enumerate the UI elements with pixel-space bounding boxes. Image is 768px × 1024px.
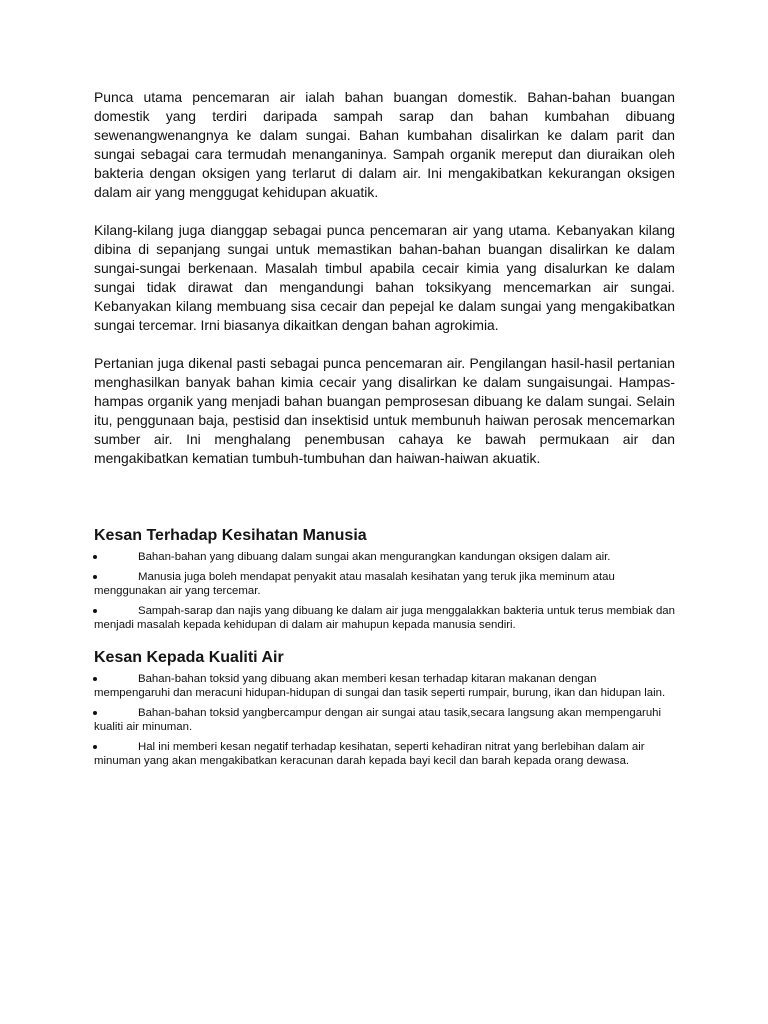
list-item-text: Manusia juga boleh mendapat penyakit atau masalah kesihatan yang teruk jika meminum atau menggunakan air yang tercemar. bbox=[94, 570, 615, 597]
bullet-icon bbox=[93, 575, 97, 579]
list-item bbox=[94, 550, 675, 565]
health-effects-list bbox=[94, 550, 675, 633]
list-item-text: Bahan-bahan toksid yangbercampur dengan air sungai atau tasik,secara langsung akan mempengaruhi kualiti air minuman. bbox=[94, 706, 662, 733]
bullet-icon bbox=[93, 555, 97, 559]
paragraph-spacer bbox=[94, 335, 675, 354]
water-quality-effects-list bbox=[94, 672, 675, 769]
bullet-icon bbox=[93, 677, 97, 681]
list-item bbox=[94, 672, 675, 701]
bullet-icon bbox=[93, 609, 97, 613]
list-item-text: Bahan-bahan yang dibuang dalam sungai akan mengurangkan kandungan oksigen dalam air. bbox=[138, 551, 611, 563]
list-item bbox=[94, 604, 675, 633]
list-item bbox=[94, 570, 675, 599]
document-page bbox=[94, 88, 675, 774]
list-item bbox=[94, 706, 675, 735]
list-item bbox=[94, 740, 675, 769]
list-item-text: Bahan-bahan toksid yang dibuang akan memberi kesan terhadap kitaran makanan dengan mempengaruhi dan meracuni hidupan-hidupan di sungai dan tasik seperti rumpair, burung, ikan dan hidupan lain. bbox=[94, 672, 666, 699]
list-item-text: Hal ini memberi kesan negatif terhadap kesihatan, seperti kehadiran nitrat yang berlebihan dalam air minuman yang akan mengakibatkan keracunan darah kepada bayi kecil dan barah kepada orang dewasa. bbox=[94, 740, 645, 767]
paragraph-spacer bbox=[94, 202, 675, 221]
paragraph-agriculture: Pertanian juga dikenal pasti sebagai punca pencemaran air. Pengilangan hasil-hasil pertanian menghasilkan banyak bahan kimia cecair yang disalirkan ke dalam sungaisungai. Hampas-hampas organik yang menjadi bahan buangan pemprosesan dibuang ke dalam sungai. Selain itu, penggunaan baja, pestisid dan insektisid untuk membunuh haiwan perosak mencemarkan sumber air. Ini menghalang penembusan cahaya ke bawah permukaan air dan mengakibatkan kematian tumbuh-tumbuhan dan haiwan-haiwan akuatik. bbox=[94, 355, 675, 466]
section-heading-health: Kesan Terhadap Kesihatan Manusia bbox=[94, 527, 367, 544]
paragraph-domestic-waste: Punca utama pencemaran air ialah bahan buangan domestik. Bahan-bahan buangan domestik yang terdiri daripada sampah sarap dan bahan kumbahan dibuang sewenangwenangnya ke dalam sungai. Bahan kumbahan disalirkan ke dalam parit dan sungai sebagai cara termudah menanganinya. Sampah organik mereput dan diuraikan oleh bakteria dengan oksigen yang terlarut di dalam air. Ini mengakibatkan kekurangan oksigen dalam air yang menggugat kehidupan akuatik. bbox=[94, 89, 675, 200]
section-heading-water-quality: Kesan Kepada Kualiti Air bbox=[94, 648, 284, 666]
section-spacer bbox=[94, 468, 675, 526]
bullet-icon bbox=[93, 711, 97, 715]
paragraph-factories: Kilang-kilang juga dianggap sebagai punca pencemaran air yang utama. Kebanyakan kilang dibina di sepanjang sungai untuk memastikan bahan-bahan buangan disalirkan ke dalam sungai-sungai berkenaan. Masalah timbul apabila cecair kimia yang disalurkan ke dalam sungai tidak dirawat dan mengandungi bahan toksikyang mencemarkan air sungai. Kebanyakan kilang membuang sisa cecair dan pepejal ke dalam sungai yang mengakibatkan sungai tercemar. Irni biasanya dikaitkan dengan bahan agrokimia. bbox=[94, 222, 675, 333]
section-spacer bbox=[94, 638, 675, 648]
bullet-icon bbox=[93, 745, 97, 749]
list-item-text: Sampah-sarap dan najis yang dibuang ke dalam air juga menggalakkan bakteria untuk terus membiak dan menjadi masalah kepada kehidupan di dalam air mahupun kepada manusia sendiri. bbox=[94, 604, 675, 631]
